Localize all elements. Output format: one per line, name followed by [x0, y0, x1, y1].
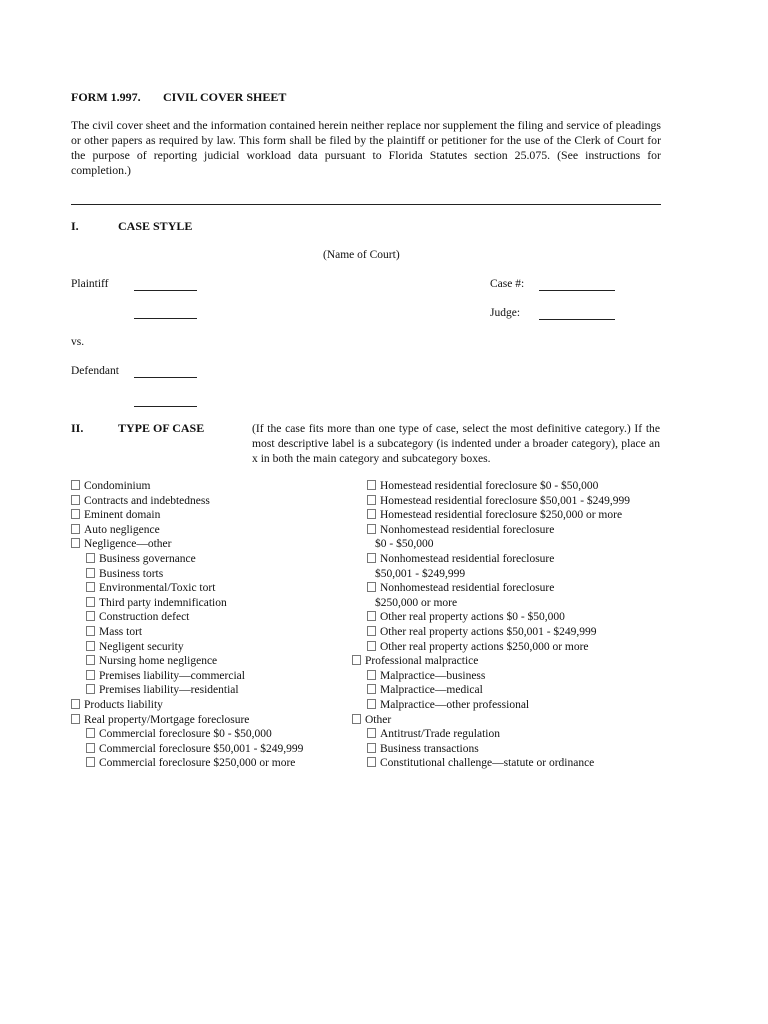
case-type-label: Premises liability—commercial: [99, 669, 245, 682]
case-type-option[interactable]: [71, 552, 303, 567]
case-type-option[interactable]: [352, 654, 630, 669]
checkbox[interactable]: [367, 582, 376, 592]
case-type-label: Other real property actions $0 - $50,000: [380, 611, 565, 624]
case-type-label: Antitrust/Trade regulation: [380, 728, 500, 741]
case-type-option[interactable]: [352, 508, 630, 523]
checkbox[interactable]: [86, 611, 95, 621]
case-type-option[interactable]: [352, 523, 630, 538]
case-type-label: Contracts and indebtedness: [84, 494, 210, 507]
case-type-option[interactable]: [71, 508, 303, 523]
case-type-option[interactable]: [71, 713, 303, 728]
case-type-label: $50,001 - $249,999: [375, 567, 466, 580]
case-type-label: Business torts: [99, 567, 164, 580]
case-type-label: Homestead residential foreclosure $50,001 - $249,999: [380, 494, 631, 507]
case-type-option[interactable]: [71, 581, 303, 596]
case-type-label: Condominium: [84, 480, 151, 492]
checkbox[interactable]: [352, 655, 361, 665]
case-number-field[interactable]: [539, 280, 615, 291]
case-type-label: $0 - $50,000: [375, 538, 434, 551]
case-type-left-column: [71, 479, 303, 771]
checkbox[interactable]: [71, 699, 80, 709]
case-type-option[interactable]: [71, 683, 303, 698]
defendant-field-2[interactable]: [134, 396, 197, 407]
case-type-label: Malpractice—business: [380, 669, 486, 682]
case-type-label: Eminent domain: [84, 509, 161, 522]
checkbox[interactable]: [367, 611, 376, 621]
court-name-label: (Name of Court): [323, 249, 400, 261]
plaintiff-field-2[interactable]: [134, 308, 197, 319]
case-type-option: [352, 567, 630, 582]
case-type-label: Environmental/Toxic tort: [99, 582, 216, 595]
case-type-label: Negligent security: [99, 640, 184, 653]
case-type-option[interactable]: [71, 727, 303, 742]
checkbox[interactable]: [367, 699, 376, 709]
case-type-option: [352, 596, 630, 611]
checkbox[interactable]: [86, 743, 95, 753]
case-type-option[interactable]: [71, 698, 303, 713]
case-type-label: Nonhomestead residential foreclosure: [380, 523, 555, 536]
case-type-option[interactable]: [352, 581, 630, 596]
case-type-option[interactable]: [352, 610, 630, 625]
checkbox[interactable]: [71, 524, 80, 534]
checkbox[interactable]: [367, 553, 376, 563]
case-type-option[interactable]: [352, 479, 630, 494]
case-type-label: Malpractice—medical: [380, 684, 483, 697]
checkbox[interactable]: [367, 524, 376, 534]
intro-paragraph: The civil cover sheet and the information contained herein neither replace nor supplement the filing and service of pleadings or other papers as required by law. This form shall be filed by the plaintiff or petitioner for the use of the Clerk of Court for the purpose of reporting judicial workload data pursuant to Florida Statutes section 25.075. (See instructions for completion.): [71, 118, 661, 177]
case-type-option[interactable]: [71, 494, 303, 509]
case-type-option[interactable]: [352, 552, 630, 567]
case-type-option[interactable]: [352, 669, 630, 684]
case-type-option[interactable]: [71, 625, 303, 640]
checkbox[interactable]: [86, 757, 95, 767]
case-type-option: [352, 537, 630, 552]
checkbox[interactable]: [71, 714, 80, 724]
case-type-label: Commercial foreclosure $0 - $50,000: [99, 728, 272, 741]
checkbox[interactable]: [86, 597, 95, 607]
case-type-option[interactable]: [352, 494, 630, 509]
case-type-option[interactable]: [71, 669, 303, 684]
case-type-label: Real property/Mortgage foreclosure: [84, 713, 250, 726]
checkbox[interactable]: [367, 670, 376, 680]
checkbox[interactable]: [86, 626, 95, 636]
case-number-label: Case #:: [490, 278, 525, 290]
checkbox[interactable]: [86, 641, 95, 651]
checkbox[interactable]: [86, 553, 95, 563]
checkbox[interactable]: [367, 743, 376, 753]
case-type-label: Business transactions: [380, 742, 479, 755]
case-type-label: Commercial foreclosure $250,000 or more: [99, 757, 296, 770]
case-type-option[interactable]: [352, 756, 630, 771]
case-type-option[interactable]: [71, 567, 303, 582]
case-type-option[interactable]: [352, 727, 630, 742]
case-type-option[interactable]: [71, 479, 303, 494]
case-type-label: Constitutional challenge—statute or ordinance: [380, 757, 595, 770]
section2-title: TYPE OF CASE: [118, 421, 205, 435]
case-type-label: Other: [365, 713, 392, 726]
divider: [71, 204, 661, 205]
case-type-option[interactable]: [352, 625, 630, 640]
versus-label: vs.: [71, 336, 85, 348]
case-type-label: Products liability: [84, 698, 163, 711]
judge-label: Judge:: [490, 307, 521, 319]
defendant-label: Defendant: [71, 365, 119, 377]
checkbox[interactable]: [367, 684, 376, 694]
case-type-label: Premises liability—residential: [99, 684, 239, 697]
case-type-option[interactable]: [71, 596, 303, 611]
checkbox[interactable]: [367, 757, 376, 767]
case-type-label: Commercial foreclosure $50,001 - $249,999: [99, 742, 304, 755]
checkbox[interactable]: [367, 728, 376, 738]
case-type-label: Nonhomestead residential foreclosure: [380, 582, 555, 595]
case-type-label: Business governance: [99, 552, 196, 565]
case-type-option[interactable]: [71, 537, 303, 552]
case-type-label: Other real property actions $50,001 - $249,999: [380, 625, 597, 638]
case-type-option[interactable]: [71, 742, 303, 757]
defendant-field-1[interactable]: [134, 367, 197, 378]
case-type-label: Mass tort: [99, 625, 143, 638]
case-type-label: Malpractice—other professional: [380, 698, 530, 711]
checkbox[interactable]: [86, 684, 95, 694]
checkbox[interactable]: [367, 495, 376, 505]
checkbox[interactable]: [352, 714, 361, 724]
checkbox[interactable]: [71, 538, 80, 548]
checkbox[interactable]: [367, 509, 376, 519]
plaintiff-field-1[interactable]: [134, 280, 197, 291]
case-type-label: Third party indemnification: [99, 596, 227, 609]
checkbox[interactable]: [86, 728, 95, 738]
case-type-label: $250,000 or more: [375, 596, 458, 609]
checkbox[interactable]: [367, 626, 376, 636]
judge-field[interactable]: [539, 309, 615, 320]
case-type-label: Other real property actions $250,000 or more: [380, 640, 589, 653]
case-type-option[interactable]: [352, 742, 630, 757]
case-type-label: Auto negligence: [84, 523, 160, 536]
form-title: CIVIL COVER SHEET: [163, 90, 287, 104]
type-of-case-instructions: (If the case fits more than one type of case, select the most definitive category.) If the most descriptive label is a subcategory (is indented under a broader category), place an x in both the main category and subcategory boxes.: [252, 422, 660, 465]
case-type-option[interactable]: [71, 654, 303, 669]
case-type-option[interactable]: [352, 698, 630, 713]
checkbox[interactable]: [86, 568, 95, 578]
case-type-label: Nursing home negligence: [99, 655, 218, 668]
case-type-label: Negligence—other: [84, 538, 172, 551]
case-type-option[interactable]: [71, 756, 303, 771]
case-type-option[interactable]: [352, 640, 630, 655]
case-type-option[interactable]: [71, 610, 303, 625]
section1-title: CASE STYLE: [118, 219, 193, 233]
case-type-label: Homestead residential foreclosure $250,000 or more: [380, 509, 623, 522]
case-type-label: Nonhomestead residential foreclosure: [380, 552, 555, 565]
section1-number: I.: [71, 219, 79, 233]
checkbox[interactable]: [86, 655, 95, 665]
case-type-right-column: [352, 479, 630, 771]
case-type-label: Construction defect: [99, 611, 190, 624]
case-type-option[interactable]: [352, 713, 630, 728]
checkbox[interactable]: [71, 480, 80, 490]
case-type-label: Homestead residential foreclosure $0 - $50,000: [380, 480, 599, 492]
checkbox[interactable]: [367, 641, 376, 651]
case-type-option[interactable]: [71, 640, 303, 655]
checkbox[interactable]: [367, 480, 376, 490]
checkbox[interactable]: [71, 509, 80, 519]
case-type-option[interactable]: [352, 683, 630, 698]
case-type-label: Professional malpractice: [365, 655, 479, 668]
checkbox[interactable]: [71, 495, 80, 505]
case-type-option[interactable]: [71, 523, 303, 538]
plaintiff-label: Plaintiff: [71, 278, 109, 290]
checkbox[interactable]: [86, 670, 95, 680]
form-number: FORM 1.997.: [71, 90, 141, 104]
checkbox[interactable]: [86, 582, 95, 592]
section2-number: II.: [71, 421, 84, 435]
